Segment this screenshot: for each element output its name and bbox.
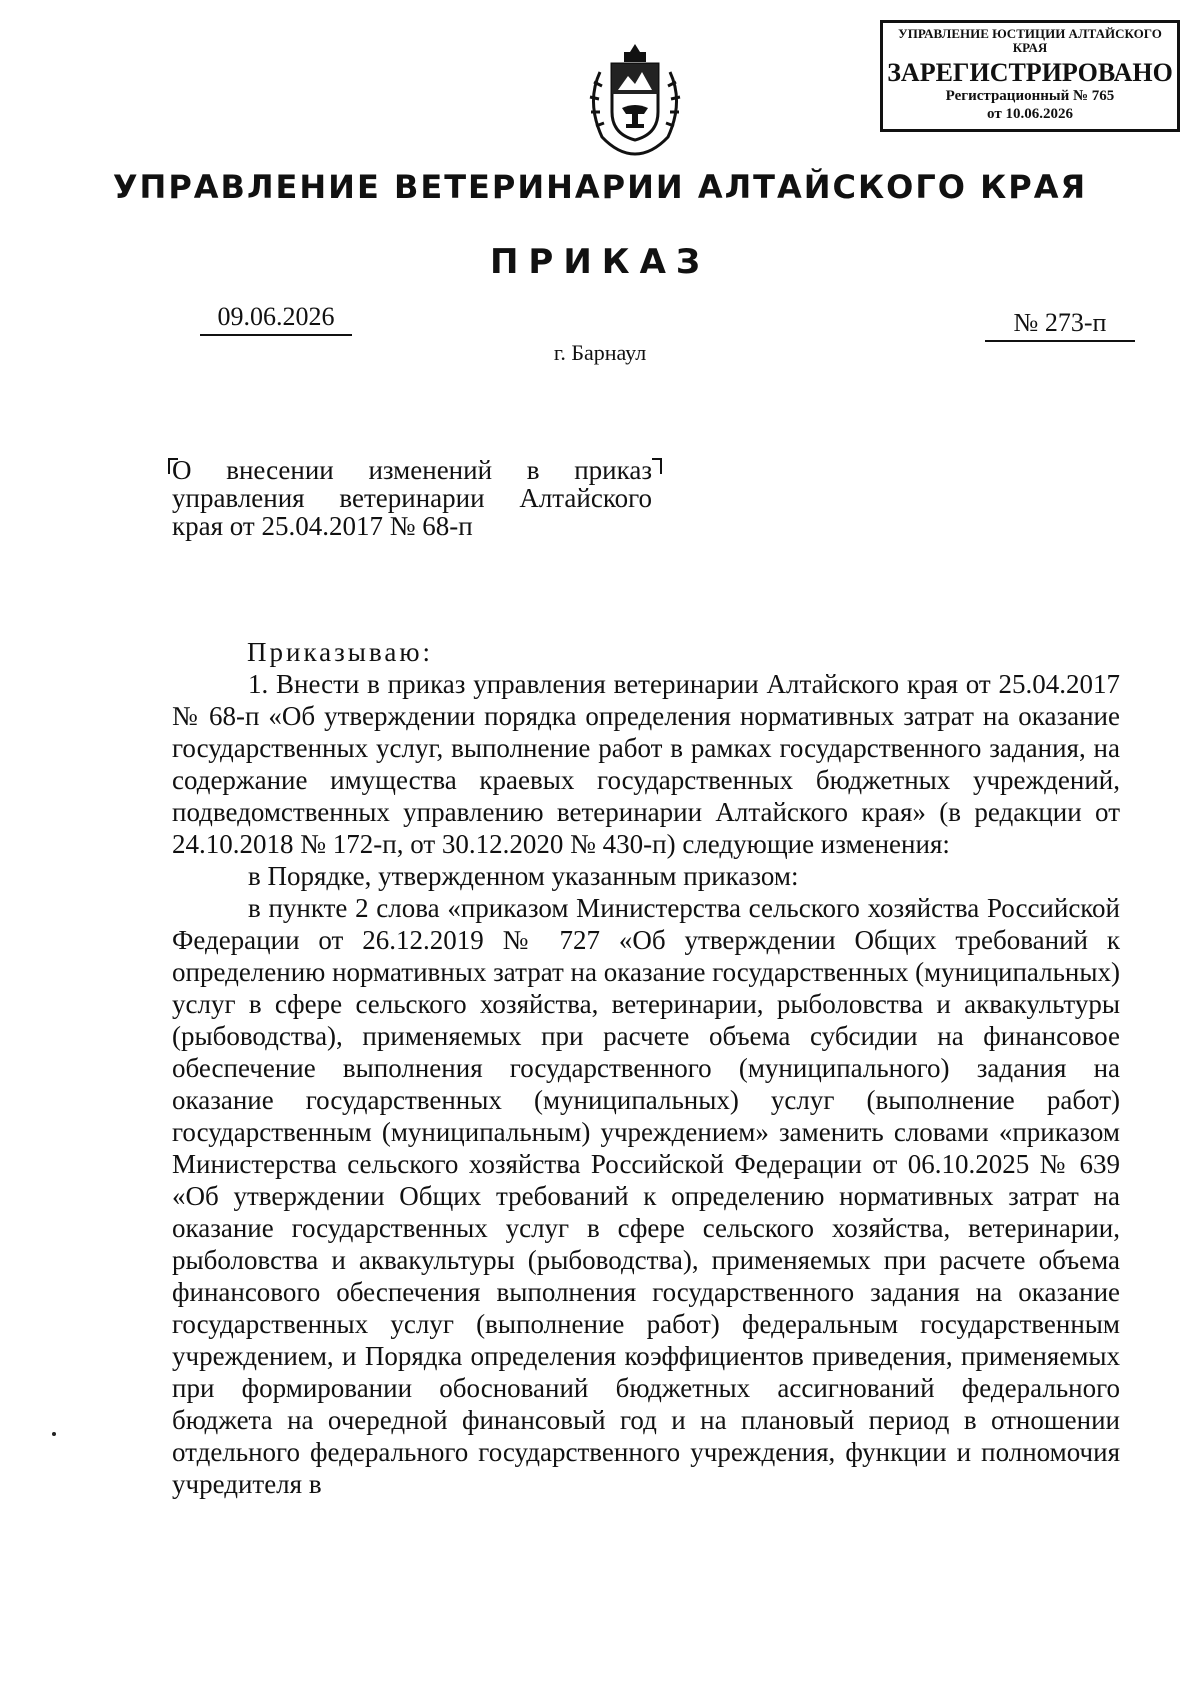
subject-line: О внесении изменений в приказ bbox=[172, 455, 652, 485]
document-body bbox=[172, 636, 1120, 1500]
document-date: 09.06.2026 bbox=[200, 302, 352, 336]
stamp-organization: УПРАВЛЕНИЕ ЮСТИЦИИ АЛТАЙСКОГО КРАЯ bbox=[898, 26, 1162, 55]
registration-stamp bbox=[880, 20, 1180, 132]
body-paragraph: 1. Внести в приказ управления ветеринарии Алтайского края от 25.04.2017 № 68-п «Об утверждении порядка определения нормативных затрат на оказание государственных услуг, выполнение работ в рамках государственного задания, на содержание имущества краевых государственных бюджетных учреждений, подведомственных управлению ветеринарии Алтайского края» (в редакции от 24.10.2018 № 172-п, от 30.12.2020 № 430-п) следующие изменения: bbox=[172, 669, 1120, 859]
stamp-title: ЗАРЕГИСТРИРОВАНО bbox=[887, 58, 1173, 87]
subject-line: управления ветеринарии Алтайского bbox=[172, 483, 652, 513]
scan-speck bbox=[52, 1432, 56, 1436]
order-lead: Приказываю: bbox=[247, 637, 433, 667]
body-paragraph: в Порядке, утвержденном указанным приказом: bbox=[248, 861, 799, 891]
subject-line: края от 25.04.2017 № 68-п bbox=[172, 511, 473, 541]
document-number: № 273-п bbox=[985, 308, 1135, 342]
body-paragraph: в пункте 2 слова «приказом Министерства сельского хозяйства Российской Федерации от 26.12.2019 № 727 «Об утверждении Общих требований к определению нормативных затрат на оказание государственных (муниципальных) услуг в сфере сельского хозяйства, ветеринарии, рыболовства и аквакультуры (рыбоводства), применяемых при расчете объема субсидии на финансовое обеспечение выполнения государственного (муниципального) задания на оказание государственных (муниципальных) услуг (выполнение работ) государственным (муниципальным) учреждением» заменить словами «приказом Министерства сельского хозяйства Российской Федерации от 06.10.2025 № 639 «Об утверждении Общих требований к определению нормативных затрат на оказание государственных услуг в сфере сельского хозяйства, ветеринарии, рыболовства и аквакультуры (рыбоводства), применяемых при расчете объема финансового обеспечения выполнения государственного задания на оказание государственных услуг (выполнение работ) федеральным государственным учреждением, и Порядка определения коэффициентов приведения, применяемых при формировании обоснований бюджетных ассигнований федерального бюджета на очередной финансовый год и на плановый период в отношении отдельного федерального государственного учреждения, функции и полномочия учредителя в bbox=[172, 893, 1120, 1499]
subject-bracket-left bbox=[168, 458, 178, 474]
subject-bracket-right bbox=[652, 458, 662, 474]
stamp-reg-number: Регистрационный № 765 bbox=[945, 88, 1115, 104]
document-subject bbox=[172, 456, 652, 540]
coat-of-arms-emblem bbox=[580, 42, 690, 162]
organization-title: УПРАВЛЕНИЕ ВЕТЕРИНАРИИ АЛТАЙСКОГО КРАЯ bbox=[112, 168, 1088, 206]
document-city: г. Барнаул bbox=[553, 340, 647, 365]
stamp-reg-date: от 10.06.2026 bbox=[987, 106, 1073, 122]
document-type: ПРИКАЗ bbox=[489, 242, 711, 282]
